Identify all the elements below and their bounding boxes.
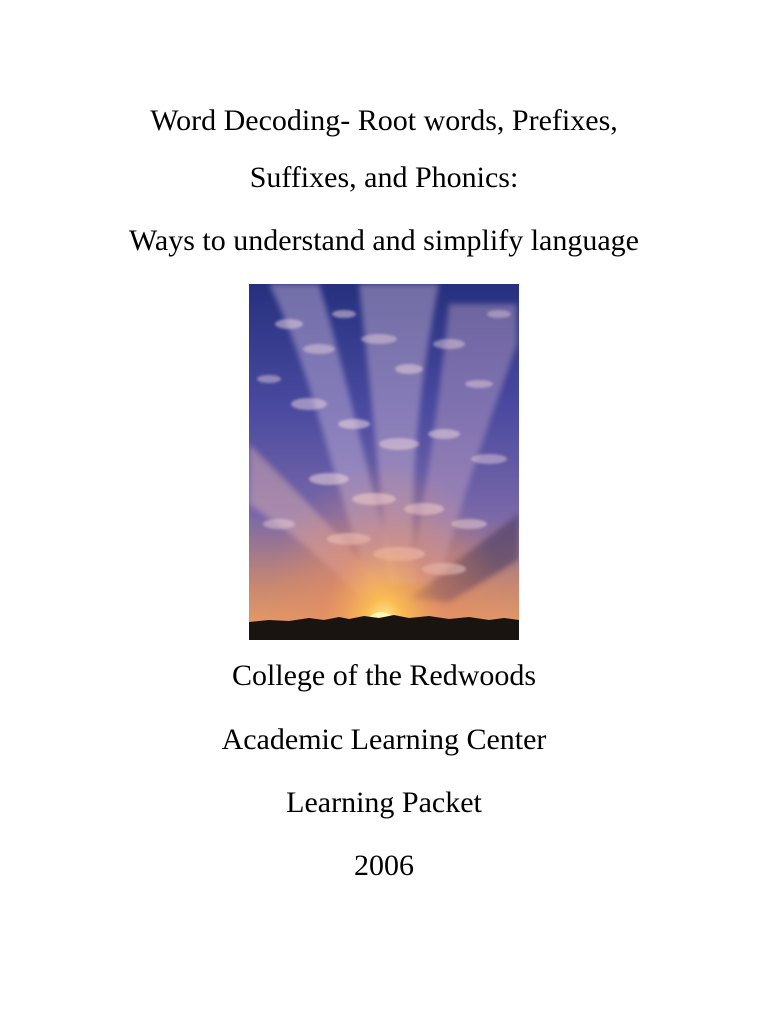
document-type: Learning Packet xyxy=(286,786,482,819)
publication-year: 2006 xyxy=(354,849,414,882)
sunset-sky-photo xyxy=(249,284,519,640)
title-line-1: Word Decoding- Root words, Prefixes, xyxy=(150,104,618,137)
subtitle-line: Ways to understand and simplify language xyxy=(129,224,639,257)
institution-name: College of the Redwoods xyxy=(231,659,537,692)
department-name: Academic Learning Center xyxy=(221,723,547,756)
sunset-sky-illustration xyxy=(249,284,519,640)
title-line-2: Suffixes, and Phonics: xyxy=(249,161,519,194)
